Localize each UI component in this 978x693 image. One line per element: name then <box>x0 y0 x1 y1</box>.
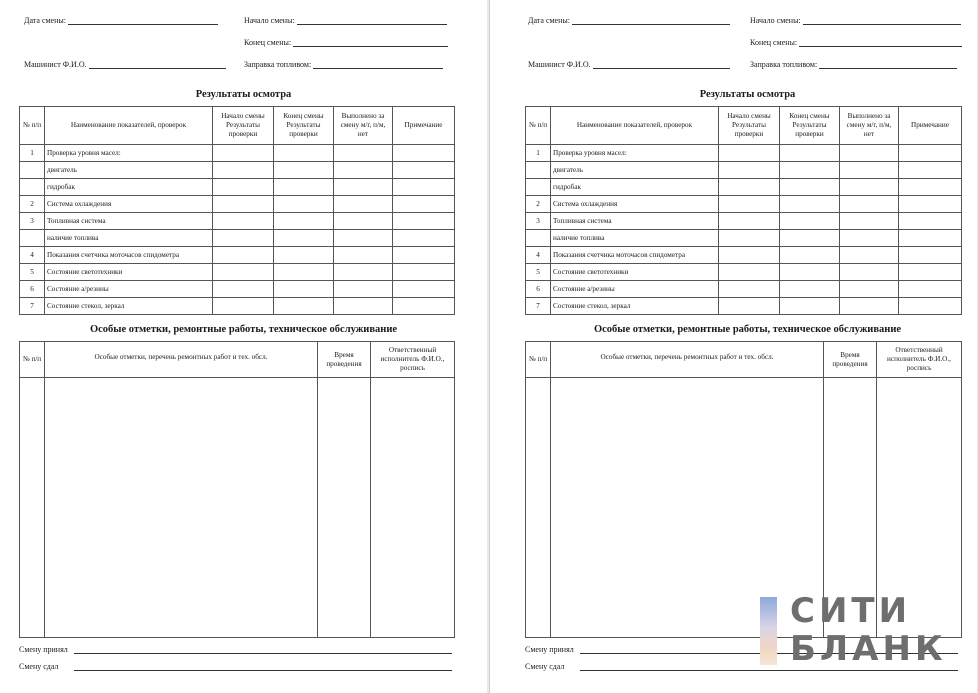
col-end-header: Конец смены Результаты проверки <box>780 107 840 145</box>
page-right <box>490 0 977 693</box>
row-number: 6 <box>20 281 45 298</box>
handed-field[interactable] <box>19 662 452 671</box>
col-num-header: № п/п <box>20 107 45 145</box>
note-cell[interactable] <box>899 145 962 162</box>
note-cell[interactable] <box>393 196 455 213</box>
note-cell[interactable] <box>393 298 455 315</box>
col-done-header: Выполнено за смену м/г, п/м, нет <box>840 107 899 145</box>
citiblank-logo <box>760 591 970 669</box>
row-number: 2 <box>20 196 45 213</box>
done-cell[interactable] <box>334 179 393 196</box>
row-number: 7 <box>20 298 45 315</box>
date-field[interactable] <box>528 16 730 25</box>
inspection-row <box>526 264 962 281</box>
done-cell[interactable] <box>840 179 899 196</box>
special-num-cell[interactable] <box>526 378 551 638</box>
page-left <box>0 0 487 693</box>
done-cell[interactable] <box>334 264 393 281</box>
note-cell[interactable] <box>899 196 962 213</box>
inspection-title: Результаты осмотра <box>699 89 796 100</box>
note-cell[interactable] <box>393 230 455 247</box>
driver-field[interactable] <box>528 60 730 69</box>
row-number: 1 <box>20 145 45 162</box>
start-result-cell[interactable] <box>719 298 780 315</box>
done-cell[interactable] <box>840 247 899 264</box>
start-result-cell[interactable] <box>213 162 274 179</box>
inspection-row <box>526 213 962 230</box>
start-result-cell[interactable] <box>719 247 780 264</box>
row-name: Состояние стекол, зеркал <box>551 298 719 315</box>
row-number: 2 <box>526 196 551 213</box>
row-number: 7 <box>526 298 551 315</box>
row-name: наличие топлива <box>45 230 213 247</box>
start-result-cell[interactable] <box>213 281 274 298</box>
inspection-row <box>20 162 455 179</box>
inspection-row <box>526 179 962 196</box>
col-end-header: Конец смены Результаты проверки <box>274 107 334 145</box>
special-title: Особые отметки, ремонтные работы, техническое обслуживание <box>593 324 902 335</box>
date-field[interactable] <box>24 16 218 25</box>
start-result-cell[interactable] <box>213 179 274 196</box>
inspection-row <box>526 196 962 213</box>
inspection-title: Результаты осмотра <box>195 89 292 100</box>
inspection-row <box>526 298 962 315</box>
done-cell[interactable] <box>840 162 899 179</box>
accepted-label: Смену принял <box>19 645 68 654</box>
row-name: Топливная система <box>45 213 213 230</box>
note-cell[interactable] <box>899 213 962 230</box>
start-result-cell[interactable] <box>719 196 780 213</box>
row-number <box>526 179 551 196</box>
end-result-cell[interactable] <box>780 247 840 264</box>
col-start-header: Начало смены Результаты проверки <box>213 107 274 145</box>
note-cell[interactable] <box>899 230 962 247</box>
row-number: 5 <box>20 264 45 281</box>
special-table <box>19 341 455 638</box>
end-result-cell[interactable] <box>274 298 334 315</box>
fuel-line[interactable] <box>313 61 443 69</box>
note-cell[interactable] <box>393 145 455 162</box>
inspection-row <box>20 230 455 247</box>
logo-gradient-bar <box>760 597 777 665</box>
special-header-row <box>20 342 455 378</box>
row-number <box>526 230 551 247</box>
note-cell[interactable] <box>393 162 455 179</box>
start-result-cell[interactable] <box>719 230 780 247</box>
note-cell[interactable] <box>899 162 962 179</box>
inspection-row <box>20 264 455 281</box>
inspection-row <box>20 145 455 162</box>
special-col-num-header: № п/п <box>20 342 45 378</box>
row-name: Проверка уровня масел: <box>551 145 719 162</box>
row-name: Состояние стекол, зеркал <box>45 298 213 315</box>
special-col-num-header: № п/п <box>526 342 551 378</box>
inspection-header-row <box>20 107 455 145</box>
accepted-label: Смену принял <box>525 645 574 654</box>
end-field[interactable] <box>750 38 962 47</box>
row-name: двигатель <box>45 162 213 179</box>
fuel-line[interactable] <box>819 61 957 69</box>
row-name: гидробак <box>551 179 719 196</box>
row-number <box>20 162 45 179</box>
start-result-cell[interactable] <box>213 213 274 230</box>
done-cell[interactable] <box>334 196 393 213</box>
start-result-cell[interactable] <box>719 179 780 196</box>
inspection-row <box>20 213 455 230</box>
col-note-header: Примечание <box>899 107 962 145</box>
inspection-row <box>20 247 455 264</box>
done-cell[interactable] <box>334 281 393 298</box>
logo-line2: БЛАНК <box>790 629 947 669</box>
col-start-header: Начало смены Результаты проверки <box>719 107 780 145</box>
col-done-header: Выполнено за смену м/г, п/м, нет <box>334 107 393 145</box>
fuel-field[interactable] <box>750 60 957 69</box>
special-num-cell[interactable] <box>20 378 45 638</box>
start-line[interactable] <box>803 17 961 25</box>
start-result-cell[interactable] <box>213 230 274 247</box>
end-result-cell[interactable] <box>274 230 334 247</box>
row-name: наличие топлива <box>551 230 719 247</box>
end-field[interactable] <box>244 38 448 47</box>
done-cell[interactable] <box>840 230 899 247</box>
end-result-cell[interactable] <box>780 179 840 196</box>
done-cell[interactable] <box>840 145 899 162</box>
row-number: 3 <box>20 213 45 230</box>
inspection-body <box>526 145 962 315</box>
row-number: 1 <box>526 145 551 162</box>
special-title: Особые отметки, ремонтные работы, техническое обслуживание <box>89 324 398 335</box>
row-name: Показания счетчика моточасов спидометра <box>551 247 719 264</box>
handed-label: Смену сдал <box>19 662 59 671</box>
date-label: Дата смены: <box>528 16 570 25</box>
special-time-cell[interactable] <box>318 378 371 638</box>
special-work-cell[interactable] <box>45 378 318 638</box>
row-number <box>526 162 551 179</box>
row-number: 4 <box>20 247 45 264</box>
start-result-cell[interactable] <box>719 264 780 281</box>
start-field[interactable] <box>244 16 447 25</box>
date-label: Дата смены: <box>24 16 66 25</box>
note-cell[interactable] <box>899 281 962 298</box>
row-number: 3 <box>526 213 551 230</box>
col-note-header: Примечание <box>393 107 455 145</box>
start-line[interactable] <box>297 17 447 25</box>
start-result-cell[interactable] <box>719 213 780 230</box>
end-line[interactable] <box>799 39 962 47</box>
inspection-table <box>19 106 455 315</box>
end-result-cell[interactable] <box>274 281 334 298</box>
end-result-cell[interactable] <box>274 196 334 213</box>
date-line[interactable] <box>68 17 218 25</box>
start-result-cell[interactable] <box>213 298 274 315</box>
col-name-header: Наименование показателей, проверок <box>45 107 213 145</box>
start-result-cell[interactable] <box>719 162 780 179</box>
logo-line1: СИТИ <box>790 591 912 631</box>
special-header-row <box>526 342 962 378</box>
done-cell[interactable] <box>840 281 899 298</box>
note-cell[interactable] <box>393 179 455 196</box>
inspection-row <box>526 145 962 162</box>
row-name: Система охлаждения <box>45 196 213 213</box>
accepted-line[interactable] <box>74 646 452 654</box>
end-result-cell[interactable] <box>780 145 840 162</box>
inspection-row <box>526 281 962 298</box>
driver-label: Машинист Ф.И.О. <box>24 60 87 69</box>
end-result-cell[interactable] <box>780 162 840 179</box>
handed-line[interactable] <box>74 663 452 671</box>
row-name: Состояние светотехники <box>551 264 719 281</box>
inspection-header-row <box>526 107 962 145</box>
inspection-row <box>20 298 455 315</box>
end-result-cell[interactable] <box>274 179 334 196</box>
accepted-field[interactable] <box>19 645 452 654</box>
special-col-work-header: Особые отметки, перечень ремонтных работ и тех. обсл. <box>551 342 824 378</box>
end-result-cell[interactable] <box>780 264 840 281</box>
done-cell[interactable] <box>334 298 393 315</box>
done-cell[interactable] <box>840 213 899 230</box>
note-cell[interactable] <box>393 247 455 264</box>
done-cell[interactable] <box>840 196 899 213</box>
col-num-header: № п/п <box>526 107 551 145</box>
row-number: 5 <box>526 264 551 281</box>
end-result-cell[interactable] <box>274 247 334 264</box>
note-cell[interactable] <box>899 179 962 196</box>
row-name: Система охлаждения <box>551 196 719 213</box>
fuel-field[interactable] <box>244 60 443 69</box>
end-result-cell[interactable] <box>780 213 840 230</box>
note-cell[interactable] <box>393 213 455 230</box>
start-result-cell[interactable] <box>213 196 274 213</box>
end-result-cell[interactable] <box>274 264 334 281</box>
note-cell[interactable] <box>393 264 455 281</box>
end-label: Конец смены: <box>750 38 798 47</box>
end-result-cell[interactable] <box>274 162 334 179</box>
driver-line[interactable] <box>593 61 730 69</box>
col-name-header: Наименование показателей, проверок <box>551 107 719 145</box>
row-name: гидробак <box>45 179 213 196</box>
start-label: Начало смены: <box>244 16 295 25</box>
start-result-cell[interactable] <box>719 281 780 298</box>
inspection-table <box>525 106 962 315</box>
row-name: Показания счетчика моточасов спидометра <box>45 247 213 264</box>
note-cell[interactable] <box>899 264 962 281</box>
done-cell[interactable] <box>334 213 393 230</box>
start-result-cell[interactable] <box>213 247 274 264</box>
end-result-cell[interactable] <box>780 298 840 315</box>
special-body-row <box>20 378 455 638</box>
special-resp-cell[interactable] <box>371 378 455 638</box>
inspection-row <box>20 281 455 298</box>
fuel-label: Заправка топливом: <box>750 60 818 69</box>
row-number <box>20 179 45 196</box>
row-number: 6 <box>526 281 551 298</box>
row-name: Топливная система <box>551 213 719 230</box>
row-name: Состояние а/резины <box>45 281 213 298</box>
driver-line[interactable] <box>89 61 226 69</box>
done-cell[interactable] <box>840 264 899 281</box>
inspection-row <box>20 196 455 213</box>
row-name: Проверка уровня масел: <box>45 145 213 162</box>
start-label: Начало смены: <box>750 16 801 25</box>
special-col-time-header: Время проведения <box>318 342 371 378</box>
inspection-row <box>526 247 962 264</box>
row-name: Состояние светотехники <box>45 264 213 281</box>
done-cell[interactable] <box>334 230 393 247</box>
end-result-cell[interactable] <box>780 281 840 298</box>
inspection-body <box>20 145 455 315</box>
row-name: Состояние а/резины <box>551 281 719 298</box>
inspection-row <box>20 179 455 196</box>
start-result-cell[interactable] <box>213 264 274 281</box>
end-line[interactable] <box>293 39 448 47</box>
driver-field[interactable] <box>24 60 226 69</box>
note-cell[interactable] <box>393 281 455 298</box>
special-col-work-header: Особые отметки, перечень ремонтных работ и тех. обсл. <box>45 342 318 378</box>
start-result-cell[interactable] <box>213 145 274 162</box>
inspection-row <box>526 230 962 247</box>
note-cell[interactable] <box>899 298 962 315</box>
special-col-time-header: Время проведения <box>824 342 877 378</box>
end-label: Конец смены: <box>244 38 292 47</box>
done-cell[interactable] <box>334 247 393 264</box>
done-cell[interactable] <box>334 145 393 162</box>
end-result-cell[interactable] <box>274 145 334 162</box>
inspection-row <box>526 162 962 179</box>
done-cell[interactable] <box>334 162 393 179</box>
start-result-cell[interactable] <box>719 145 780 162</box>
row-number <box>20 230 45 247</box>
special-col-resp-header: Ответственный исполнитель Ф.И.О., роспись <box>877 342 962 378</box>
row-name: двигатель <box>551 162 719 179</box>
done-cell[interactable] <box>840 298 899 315</box>
date-line[interactable] <box>572 17 730 25</box>
fuel-label: Заправка топливом: <box>244 60 312 69</box>
driver-label: Машинист Ф.И.О. <box>528 60 591 69</box>
special-col-resp-header: Ответственный исполнитель Ф.И.О., роспись <box>371 342 455 378</box>
end-result-cell[interactable] <box>274 213 334 230</box>
note-cell[interactable] <box>899 247 962 264</box>
row-number: 4 <box>526 247 551 264</box>
start-field[interactable] <box>750 16 961 25</box>
end-result-cell[interactable] <box>780 196 840 213</box>
handed-label: Смену сдал <box>525 662 565 671</box>
end-result-cell[interactable] <box>780 230 840 247</box>
